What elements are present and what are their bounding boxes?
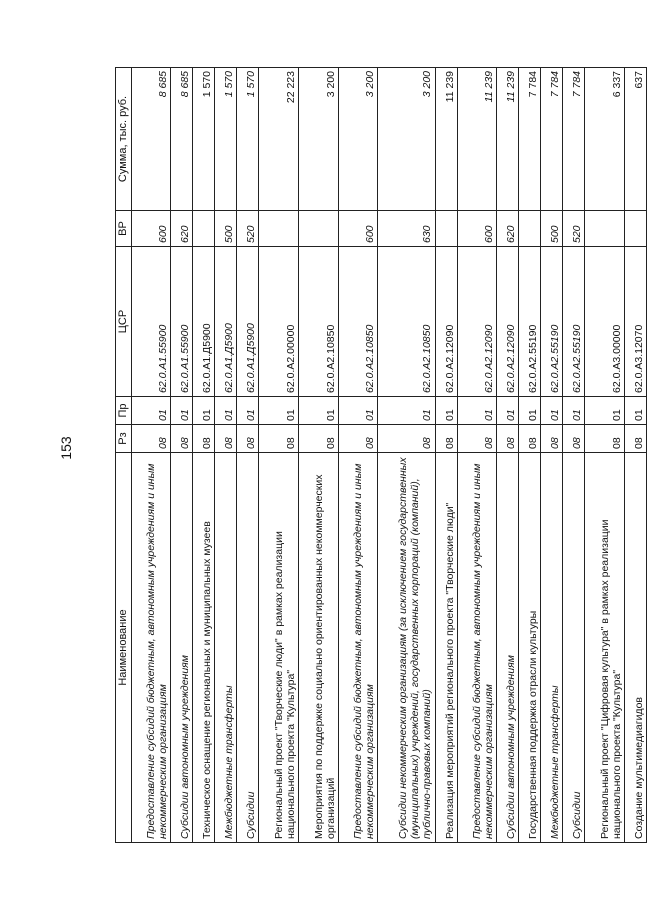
cell-rz: 08 — [585, 425, 625, 453]
table-row — [338, 68, 378, 843]
table-row — [259, 68, 299, 843]
cell-amount: 6 337 — [585, 68, 625, 211]
cell-csr: 62.0.А1.Д5900 — [237, 247, 259, 397]
cell-csr: 62.0.А2.12090 — [435, 247, 457, 397]
cell-vr: 630 — [378, 211, 435, 247]
cell-csr: 62.0.А3.00000 — [585, 247, 625, 397]
table-row — [237, 68, 259, 843]
cell-name: Предоставление субсидий бюджетным, автономным учреждениям и иным некоммерческим организациям — [131, 453, 171, 843]
cell-amount: 637 — [624, 68, 646, 211]
cell-amount: 11 239 — [457, 68, 497, 211]
cell-csr: 62.0.А2.55190 — [541, 247, 563, 397]
cell-name: Создание мультимедиагидов — [624, 453, 646, 843]
cell-name: Субсидии — [237, 453, 259, 843]
cell-pr: 01 — [519, 397, 541, 425]
cell-pr: 01 — [497, 397, 519, 425]
cell-vr: 520 — [237, 211, 259, 247]
cell-csr: 62.0.А2.55190 — [519, 247, 541, 397]
budget-table-container — [115, 68, 647, 843]
cell-vr — [193, 211, 215, 247]
cell-vr — [435, 211, 457, 247]
cell-rz: 08 — [497, 425, 519, 453]
cell-rz: 08 — [624, 425, 646, 453]
cell-name: Техническое оснащение региональных и муниципальных музеев — [193, 453, 215, 843]
cell-rz: 08 — [457, 425, 497, 453]
table-row — [193, 68, 215, 843]
cell-vr: 500 — [541, 211, 563, 247]
cell-pr: 01 — [563, 397, 585, 425]
cell-amount: 3 200 — [298, 68, 338, 211]
cell-rz: 08 — [298, 425, 338, 453]
cell-csr: 62.0.А2.10850 — [378, 247, 435, 397]
cell-rz: 08 — [193, 425, 215, 453]
cell-csr: 62.0.А2.12090 — [457, 247, 497, 397]
cell-pr: 01 — [338, 397, 378, 425]
cell-vr: 500 — [215, 211, 237, 247]
cell-pr: 01 — [131, 397, 171, 425]
table-row — [171, 68, 193, 843]
table-row — [519, 68, 541, 843]
cell-name: Региональный проект "Цифровая культура" в рамках реализации национального проекта "Культура" — [585, 453, 625, 843]
cell-amount: 7 784 — [563, 68, 585, 211]
header-amount: Сумма, тыс. руб. — [116, 68, 132, 211]
cell-vr — [259, 211, 299, 247]
cell-pr: 01 — [193, 397, 215, 425]
cell-amount: 8 685 — [171, 68, 193, 211]
table-row — [131, 68, 171, 843]
cell-amount: 22 223 — [259, 68, 299, 211]
cell-rz: 08 — [131, 425, 171, 453]
cell-name: Государственная поддержка отрасли культуры — [519, 453, 541, 843]
cell-amount: 7 784 — [519, 68, 541, 211]
header-rz: Рз — [116, 425, 132, 453]
cell-name: Субсидии — [563, 453, 585, 843]
cell-amount: 1 570 — [193, 68, 215, 211]
cell-csr: 62.0.А2.10850 — [338, 247, 378, 397]
cell-rz: 08 — [338, 425, 378, 453]
cell-amount: 8 685 — [131, 68, 171, 211]
table-row — [585, 68, 625, 843]
cell-rz: 08 — [237, 425, 259, 453]
cell-csr: 62.0.А1.55900 — [171, 247, 193, 397]
header-vr: ВР — [116, 211, 132, 247]
cell-name: Реализация мероприятий регионального проекта "Творческие люди" — [435, 453, 457, 843]
cell-pr: 01 — [624, 397, 646, 425]
cell-csr: 62.0.А1.55900 — [131, 247, 171, 397]
cell-pr: 01 — [171, 397, 193, 425]
cell-vr — [298, 211, 338, 247]
cell-amount: 3 200 — [378, 68, 435, 211]
cell-name: Межбюджетные трансферты — [215, 453, 237, 843]
cell-pr: 01 — [237, 397, 259, 425]
cell-name: Региональный проект "Творческие люди" в рамках реализации национального проекта "Культура" — [259, 453, 299, 843]
cell-rz: 08 — [541, 425, 563, 453]
cell-rz: 08 — [435, 425, 457, 453]
table-header-row — [116, 68, 132, 843]
table-row — [624, 68, 646, 843]
table-row — [541, 68, 563, 843]
cell-amount: 1 570 — [215, 68, 237, 211]
table-body — [131, 68, 646, 843]
cell-csr: 62.0.А2.55190 — [563, 247, 585, 397]
cell-vr: 620 — [171, 211, 193, 247]
header-csr: ЦСР — [116, 247, 132, 397]
cell-csr: 62.0.А2.12090 — [497, 247, 519, 397]
cell-rz: 08 — [259, 425, 299, 453]
cell-vr: 600 — [457, 211, 497, 247]
cell-name: Предоставление субсидий бюджетным, автономным учреждениям и иным некоммерческим организациям — [457, 453, 497, 843]
cell-vr — [585, 211, 625, 247]
cell-csr: 62.0.А2.00000 — [259, 247, 299, 397]
cell-vr: 620 — [497, 211, 519, 247]
page-number: 153 — [58, 436, 74, 460]
table-row — [457, 68, 497, 843]
cell-vr: 520 — [563, 211, 585, 247]
table-row — [497, 68, 519, 843]
cell-rz: 08 — [563, 425, 585, 453]
cell-pr: 01 — [457, 397, 497, 425]
cell-rz: 08 — [215, 425, 237, 453]
cell-rz: 08 — [519, 425, 541, 453]
cell-csr: 62.0.А1.Д5900 — [193, 247, 215, 397]
cell-amount: 11 239 — [435, 68, 457, 211]
table-row — [563, 68, 585, 843]
cell-rz: 08 — [171, 425, 193, 453]
cell-pr: 01 — [298, 397, 338, 425]
cell-vr: 600 — [131, 211, 171, 247]
cell-vr: 600 — [338, 211, 378, 247]
cell-name: Субсидии некоммерческим организациям (за исключением государственных (муниципальных) учреждений, государственных корпораций (компаний), публично-правовых компаний) — [378, 453, 435, 843]
budget-table — [115, 67, 647, 843]
cell-csr: 62.0.А2.10850 — [298, 247, 338, 397]
table-row — [378, 68, 435, 843]
cell-pr: 01 — [541, 397, 563, 425]
cell-name: Субсидии автономным учреждениям — [497, 453, 519, 843]
cell-pr: 01 — [585, 397, 625, 425]
cell-pr: 01 — [378, 397, 435, 425]
cell-csr: 62.0.А3.12070 — [624, 247, 646, 397]
cell-pr: 01 — [259, 397, 299, 425]
cell-amount: 1 570 — [237, 68, 259, 211]
cell-amount: 11 239 — [497, 68, 519, 211]
cell-amount: 3 200 — [338, 68, 378, 211]
cell-amount: 7 784 — [541, 68, 563, 211]
cell-name: Мероприятия по поддержке социально ориентированных некоммерческих организаций — [298, 453, 338, 843]
table-row — [435, 68, 457, 843]
cell-pr: 01 — [215, 397, 237, 425]
table-row — [298, 68, 338, 843]
cell-name: Предоставление субсидий бюджетным, автономным учреждениям и иным некоммерческим организациям — [338, 453, 378, 843]
cell-name: Субсидии автономным учреждениям — [171, 453, 193, 843]
header-pr: Пр — [116, 397, 132, 425]
cell-rz: 08 — [378, 425, 435, 453]
cell-vr — [519, 211, 541, 247]
cell-pr: 01 — [435, 397, 457, 425]
cell-name: Межбюджетные трансферты — [541, 453, 563, 843]
cell-csr: 62.0.А1.Д5900 — [215, 247, 237, 397]
table-row — [215, 68, 237, 843]
cell-vr — [624, 211, 646, 247]
header-name: Наименование — [116, 453, 132, 843]
